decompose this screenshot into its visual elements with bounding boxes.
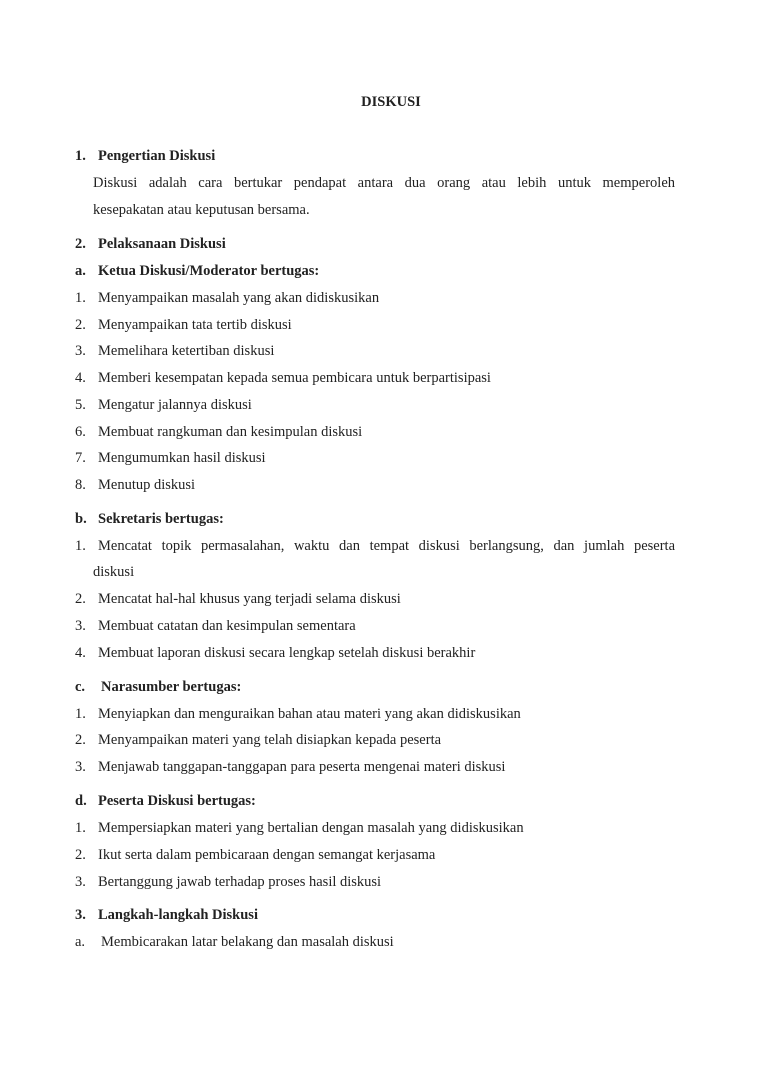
list-item <box>75 705 521 723</box>
list-item <box>75 423 362 441</box>
list-item <box>75 449 266 467</box>
section-3-heading <box>75 906 258 924</box>
item-number: 1. <box>75 290 86 306</box>
item-number: 3. <box>75 759 86 775</box>
item-text: Menjawab tanggapan-tanggapan para peserta mengenai materi diskusi <box>98 759 506 775</box>
item-text: Membuat laporan diskusi secara lengkap setelah diskusi berakhir <box>98 645 476 661</box>
section-1-paragraph-line-2: kesepakatan atau keputusan bersama. <box>93 202 310 218</box>
list-item <box>75 933 394 951</box>
item-number: 1. <box>75 820 86 836</box>
section-title: Pelaksanaan Diskusi <box>98 236 226 252</box>
section-number: 1. <box>75 148 86 164</box>
item-number: 8. <box>75 477 86 493</box>
list-item <box>75 819 524 837</box>
item-number: 2. <box>75 591 86 607</box>
subsection-letter: b. <box>75 511 87 527</box>
item-number: 4. <box>75 370 86 386</box>
item-number: 5. <box>75 397 86 413</box>
list-item <box>75 617 356 635</box>
item-text: Mencatat hal-hal khusus yang terjadi selama diskusi <box>98 591 401 607</box>
list-item <box>75 316 292 334</box>
item-text: Memberi kesempatan kepada semua pembicara untuk berpartisipasi <box>98 370 491 386</box>
item-text: Bertanggung jawab terhadap proses hasil diskusi <box>98 874 382 890</box>
subsection-a-heading <box>75 262 319 280</box>
list-item <box>75 731 441 749</box>
item-number: 2. <box>75 732 86 748</box>
item-number: 4. <box>75 645 86 661</box>
section-2-heading <box>75 235 226 253</box>
list-item-continuation: diskusi <box>93 564 135 580</box>
item-text: Menyampaikan tata tertib diskusi <box>98 317 292 333</box>
subsection-letter: d. <box>75 793 87 809</box>
subsection-letter: c. <box>75 679 86 695</box>
item-number: 6. <box>75 424 86 440</box>
item-number: 1. <box>75 538 86 554</box>
section-number: 2. <box>75 236 86 252</box>
list-item <box>75 289 379 307</box>
subsection-title: Narasumber bertugas: <box>101 679 242 695</box>
item-number: 3. <box>75 343 86 359</box>
list-item <box>75 590 401 608</box>
section-title: Langkah-langkah Diskusi <box>98 907 258 923</box>
item-number: 7. <box>75 450 86 466</box>
item-text: Mempersiapkan materi yang bertalian dengan masalah yang didiskusikan <box>98 820 524 836</box>
item-number: 3. <box>75 618 86 634</box>
list-item <box>75 369 491 387</box>
section-1-heading <box>75 147 215 165</box>
list-item <box>75 342 274 360</box>
section-title: Pengertian Diskusi <box>98 148 216 164</box>
document-title: DISKUSI <box>361 94 421 110</box>
item-number: 3. <box>75 874 86 890</box>
subsection-d-heading <box>75 792 256 810</box>
item-text: Membuat catatan dan kesimpulan sementara <box>98 618 356 634</box>
item-text: Menutup diskusi <box>98 477 196 493</box>
subsection-c-heading <box>75 678 241 696</box>
item-text: Memelihara ketertiban diskusi <box>98 343 275 359</box>
item-text: Menyiapkan dan menguraikan bahan atau materi yang akan didiskusikan <box>98 706 521 722</box>
list-item-wrapped <box>75 537 675 555</box>
item-text: Mengumumkan hasil diskusi <box>98 450 266 466</box>
section-number: 3. <box>75 907 86 923</box>
item-text: Mencatat topik permasalahan, waktu dan tempat diskusi berlangsung, dan jumlah peserta <box>98 538 675 554</box>
item-number: 2. <box>75 317 86 333</box>
list-item <box>75 873 381 891</box>
list-item <box>75 396 252 414</box>
item-text: Ikut serta dalam pembicaraan dengan semangat kerjasama <box>98 847 436 863</box>
list-item <box>75 476 195 494</box>
list-item <box>75 758 505 776</box>
item-text: Membuat rangkuman dan kesimpulan diskusi <box>98 424 363 440</box>
list-item <box>75 846 435 864</box>
item-text: Menyampaikan masalah yang akan didiskusikan <box>98 290 380 306</box>
item-number: a. <box>75 934 86 950</box>
item-text: Mengatur jalannya diskusi <box>98 397 252 413</box>
section-1-paragraph-line-1: Diskusi adalah cara bertukar pendapat antara dua orang atau lebih untuk memperoleh <box>93 175 675 191</box>
item-text: Membicarakan latar belakang dan masalah diskusi <box>101 934 394 950</box>
item-text: Menyampaikan materi yang telah disiapkan kepada peserta <box>98 732 442 748</box>
list-item <box>75 644 475 662</box>
subsection-title: Peserta Diskusi bertugas: <box>98 793 256 809</box>
item-number: 2. <box>75 847 86 863</box>
subsection-title: Ketua Diskusi/Moderator bertugas: <box>98 263 320 279</box>
subsection-letter: a. <box>75 263 86 279</box>
item-number: 1. <box>75 706 86 722</box>
subsection-title: Sekretaris bertugas: <box>98 511 224 527</box>
subsection-b-heading <box>75 510 224 528</box>
